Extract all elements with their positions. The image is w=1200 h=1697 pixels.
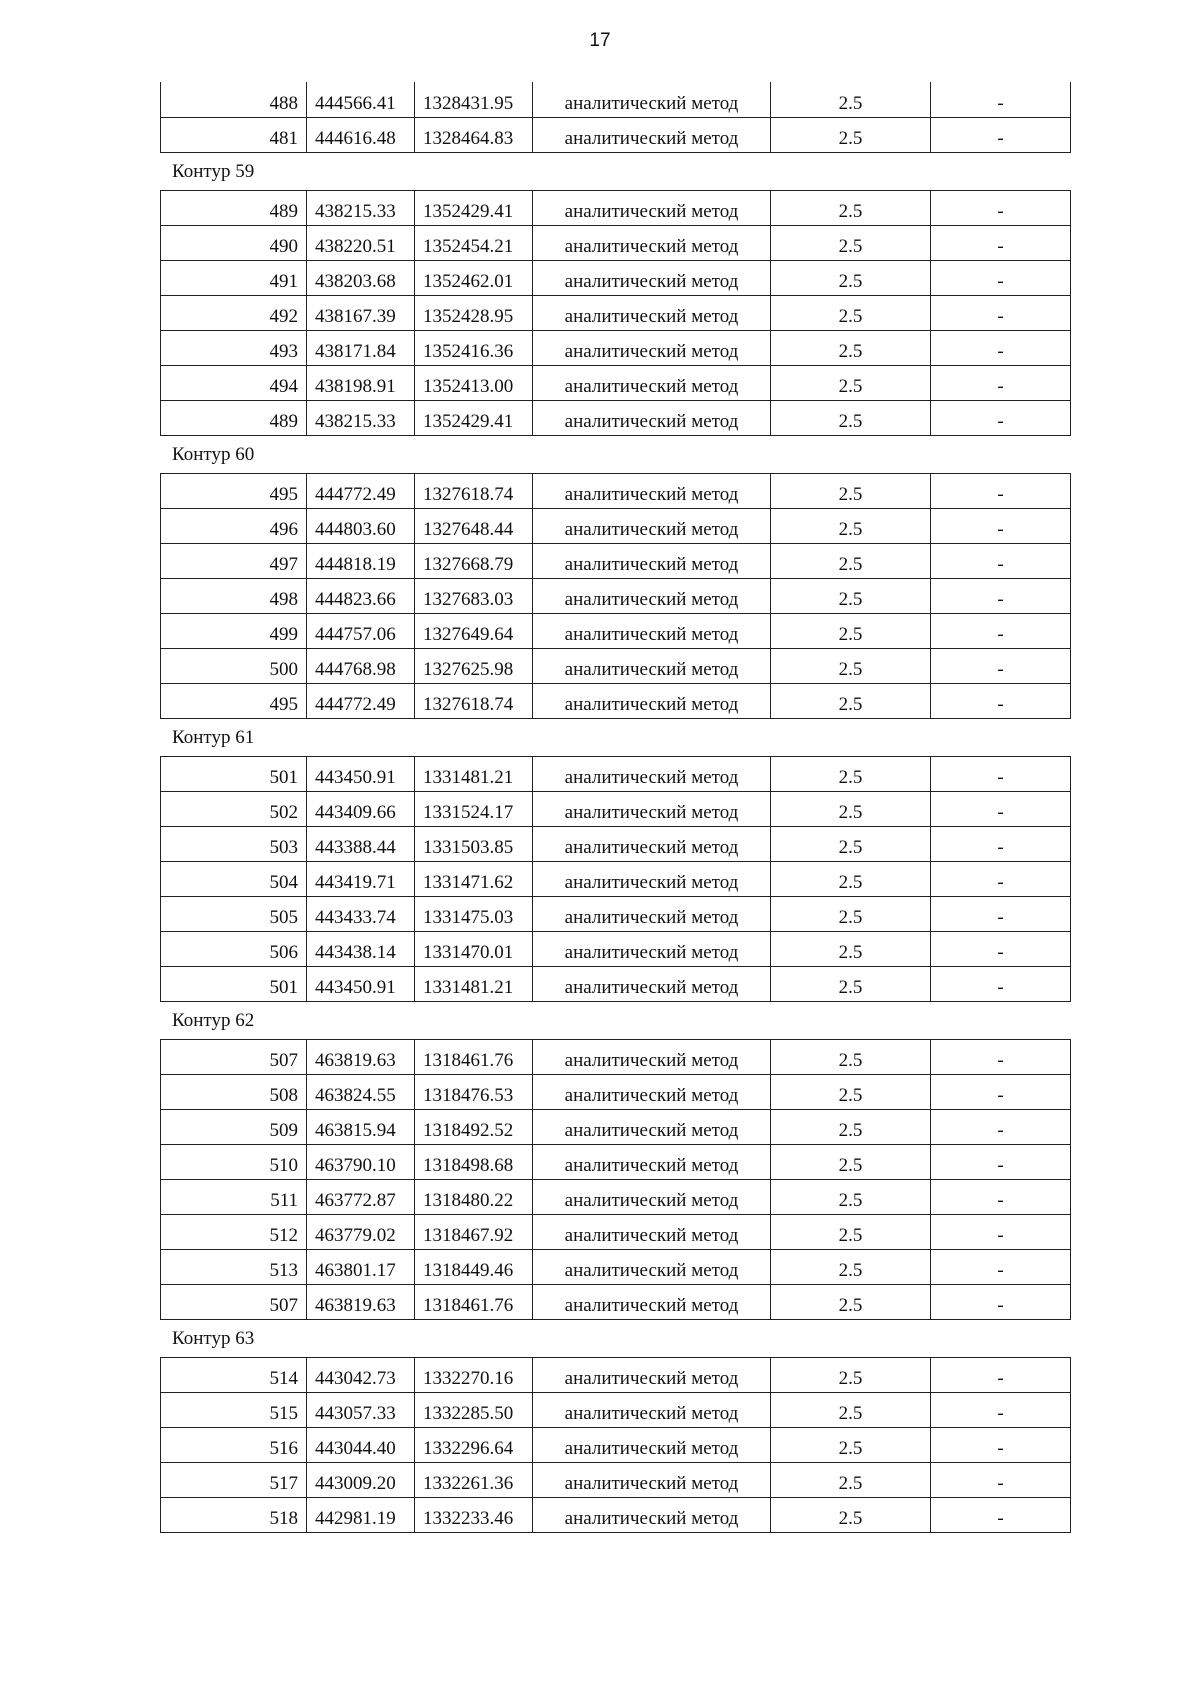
method-cell: аналитический метод	[533, 117, 771, 152]
description-cell: -	[931, 578, 1071, 613]
accuracy-cell: 2.5	[771, 931, 931, 966]
table-row	[161, 1109, 1071, 1144]
point-number-cell: 508	[161, 1074, 307, 1109]
method-cell: аналитический метод	[533, 578, 771, 613]
description-cell: -	[931, 400, 1071, 435]
y-coordinate-cell: 1331481.21	[415, 966, 533, 1001]
description-cell: -	[931, 82, 1071, 117]
method-cell: аналитический метод	[533, 473, 771, 508]
y-coordinate-cell: 1332296.64	[415, 1427, 533, 1462]
accuracy-cell: 2.5	[771, 190, 931, 225]
method-cell: аналитический метод	[533, 896, 771, 931]
accuracy-cell: 2.5	[771, 756, 931, 791]
description-cell: -	[931, 365, 1071, 400]
x-coordinate-cell: 438215.33	[307, 400, 415, 435]
description-cell: -	[931, 966, 1071, 1001]
description-cell: -	[931, 1074, 1071, 1109]
page-number: 17	[589, 30, 611, 51]
table-row	[161, 1214, 1071, 1249]
x-coordinate-cell: 444616.48	[307, 117, 415, 152]
accuracy-cell: 2.5	[771, 1074, 931, 1109]
x-coordinate-cell: 463790.10	[307, 1144, 415, 1179]
table-row	[161, 578, 1071, 613]
description-cell: -	[931, 613, 1071, 648]
description-cell: -	[931, 683, 1071, 718]
accuracy-cell: 2.5	[771, 613, 931, 648]
point-number-cell: 495	[161, 473, 307, 508]
point-number-cell: 512	[161, 1214, 307, 1249]
x-coordinate-cell: 463815.94	[307, 1109, 415, 1144]
contour-section	[160, 719, 1070, 1002]
x-coordinate-cell: 443438.14	[307, 931, 415, 966]
coordinates-table	[160, 756, 1071, 1002]
y-coordinate-cell: 1332261.36	[415, 1462, 533, 1497]
description-cell: -	[931, 931, 1071, 966]
y-coordinate-cell: 1352428.95	[415, 295, 533, 330]
point-number-cell: 496	[161, 508, 307, 543]
table-row	[161, 861, 1071, 896]
point-number-cell: 518	[161, 1497, 307, 1532]
accuracy-cell: 2.5	[771, 683, 931, 718]
x-coordinate-cell: 443450.91	[307, 966, 415, 1001]
y-coordinate-cell: 1327668.79	[415, 543, 533, 578]
y-coordinate-cell: 1327618.74	[415, 473, 533, 508]
description-cell: -	[931, 473, 1071, 508]
point-number-cell: 514	[161, 1357, 307, 1392]
table-row	[161, 1392, 1071, 1427]
accuracy-cell: 2.5	[771, 1427, 931, 1462]
coordinates-table	[160, 473, 1071, 719]
method-cell: аналитический метод	[533, 1109, 771, 1144]
accuracy-cell: 2.5	[771, 791, 931, 826]
accuracy-cell: 2.5	[771, 400, 931, 435]
y-coordinate-cell: 1331503.85	[415, 826, 533, 861]
y-coordinate-cell: 1318498.68	[415, 1144, 533, 1179]
description-cell: -	[931, 756, 1071, 791]
point-number-cell: 516	[161, 1427, 307, 1462]
table-row	[161, 82, 1071, 117]
point-number-cell: 501	[161, 966, 307, 1001]
accuracy-cell: 2.5	[771, 861, 931, 896]
contour-section	[160, 153, 1070, 436]
y-coordinate-cell: 1327625.98	[415, 648, 533, 683]
coordinates-document	[160, 82, 1070, 1533]
x-coordinate-cell: 438203.68	[307, 260, 415, 295]
point-number-cell: 493	[161, 330, 307, 365]
description-cell: -	[931, 225, 1071, 260]
x-coordinate-cell: 444772.49	[307, 473, 415, 508]
x-coordinate-cell: 444757.06	[307, 613, 415, 648]
table-row	[161, 1179, 1071, 1214]
table-row	[161, 1249, 1071, 1284]
table-row	[161, 1427, 1071, 1462]
accuracy-cell: 2.5	[771, 1462, 931, 1497]
x-coordinate-cell: 438215.33	[307, 190, 415, 225]
description-cell: -	[931, 1144, 1071, 1179]
table-row	[161, 791, 1071, 826]
accuracy-cell: 2.5	[771, 1249, 931, 1284]
x-coordinate-cell: 444772.49	[307, 683, 415, 718]
table-row	[161, 1357, 1071, 1392]
accuracy-cell: 2.5	[771, 826, 931, 861]
description-cell: -	[931, 1214, 1071, 1249]
point-number-cell: 490	[161, 225, 307, 260]
accuracy-cell: 2.5	[771, 1284, 931, 1319]
method-cell: аналитический метод	[533, 508, 771, 543]
x-coordinate-cell: 443042.73	[307, 1357, 415, 1392]
table-row	[161, 1039, 1071, 1074]
y-coordinate-cell: 1331524.17	[415, 791, 533, 826]
point-number-cell: 509	[161, 1109, 307, 1144]
y-coordinate-cell: 1318476.53	[415, 1074, 533, 1109]
table-row	[161, 508, 1071, 543]
method-cell: аналитический метод	[533, 931, 771, 966]
description-cell: -	[931, 791, 1071, 826]
x-coordinate-cell: 463801.17	[307, 1249, 415, 1284]
point-number-cell: 507	[161, 1284, 307, 1319]
point-number-cell: 489	[161, 190, 307, 225]
accuracy-cell: 2.5	[771, 896, 931, 931]
method-cell: аналитический метод	[533, 543, 771, 578]
table-row	[161, 1144, 1071, 1179]
accuracy-cell: 2.5	[771, 543, 931, 578]
point-number-cell: 500	[161, 648, 307, 683]
table-row	[161, 896, 1071, 931]
point-number-cell: 511	[161, 1179, 307, 1214]
method-cell: аналитический метод	[533, 1179, 771, 1214]
table-row	[161, 826, 1071, 861]
point-number-cell: 502	[161, 791, 307, 826]
table-row	[161, 543, 1071, 578]
table-row	[161, 225, 1071, 260]
y-coordinate-cell: 1318467.92	[415, 1214, 533, 1249]
table-row	[161, 756, 1071, 791]
y-coordinate-cell: 1352454.21	[415, 225, 533, 260]
accuracy-cell: 2.5	[771, 966, 931, 1001]
y-coordinate-cell: 1328431.95	[415, 82, 533, 117]
description-cell: -	[931, 508, 1071, 543]
table-row	[161, 1462, 1071, 1497]
y-coordinate-cell: 1328464.83	[415, 117, 533, 152]
method-cell: аналитический метод	[533, 791, 771, 826]
y-coordinate-cell: 1318461.76	[415, 1284, 533, 1319]
accuracy-cell: 2.5	[771, 1392, 931, 1427]
point-number-cell: 510	[161, 1144, 307, 1179]
method-cell: аналитический метод	[533, 683, 771, 718]
y-coordinate-cell: 1331471.62	[415, 861, 533, 896]
accuracy-cell: 2.5	[771, 330, 931, 365]
y-coordinate-cell: 1352462.01	[415, 260, 533, 295]
y-coordinate-cell: 1332270.16	[415, 1357, 533, 1392]
method-cell: аналитический метод	[533, 1357, 771, 1392]
method-cell: аналитический метод	[533, 1427, 771, 1462]
x-coordinate-cell: 443009.20	[307, 1462, 415, 1497]
contour-label: Контур 59	[172, 160, 255, 182]
table-row	[161, 473, 1071, 508]
method-cell: аналитический метод	[533, 400, 771, 435]
method-cell: аналитический метод	[533, 1144, 771, 1179]
accuracy-cell: 2.5	[771, 82, 931, 117]
description-cell: -	[931, 1179, 1071, 1214]
contour-label: Контур 60	[172, 443, 255, 465]
table-row	[161, 117, 1071, 152]
description-cell: -	[931, 648, 1071, 683]
method-cell: аналитический метод	[533, 1214, 771, 1249]
method-cell: аналитический метод	[533, 1074, 771, 1109]
x-coordinate-cell: 443433.74	[307, 896, 415, 931]
point-number-cell: 501	[161, 756, 307, 791]
contour-section	[160, 1320, 1070, 1533]
x-coordinate-cell: 463779.02	[307, 1214, 415, 1249]
accuracy-cell: 2.5	[771, 295, 931, 330]
method-cell: аналитический метод	[533, 1284, 771, 1319]
description-cell: -	[931, 826, 1071, 861]
accuracy-cell: 2.5	[771, 508, 931, 543]
point-number-cell: 489	[161, 400, 307, 435]
y-coordinate-cell: 1318449.46	[415, 1249, 533, 1284]
method-cell: аналитический метод	[533, 648, 771, 683]
accuracy-cell: 2.5	[771, 117, 931, 152]
description-cell: -	[931, 1284, 1071, 1319]
method-cell: аналитический метод	[533, 82, 771, 117]
method-cell: аналитический метод	[533, 1392, 771, 1427]
method-cell: аналитический метод	[533, 330, 771, 365]
x-coordinate-cell: 443419.71	[307, 861, 415, 896]
method-cell: аналитический метод	[533, 260, 771, 295]
y-coordinate-cell: 1327683.03	[415, 578, 533, 613]
point-number-cell: 488	[161, 82, 307, 117]
description-cell: -	[931, 1497, 1071, 1532]
accuracy-cell: 2.5	[771, 260, 931, 295]
y-coordinate-cell: 1327648.44	[415, 508, 533, 543]
contour-section	[160, 1002, 1070, 1320]
accuracy-cell: 2.5	[771, 1357, 931, 1392]
method-cell: аналитический метод	[533, 295, 771, 330]
y-coordinate-cell: 1332233.46	[415, 1497, 533, 1532]
point-number-cell: 503	[161, 826, 307, 861]
point-number-cell: 491	[161, 260, 307, 295]
method-cell: аналитический метод	[533, 365, 771, 400]
description-cell: -	[931, 861, 1071, 896]
y-coordinate-cell: 1331481.21	[415, 756, 533, 791]
point-number-cell: 515	[161, 1392, 307, 1427]
table-row	[161, 1497, 1071, 1532]
accuracy-cell: 2.5	[771, 365, 931, 400]
point-number-cell: 506	[161, 931, 307, 966]
description-cell: -	[931, 1039, 1071, 1074]
y-coordinate-cell: 1318492.52	[415, 1109, 533, 1144]
table-row	[161, 966, 1071, 1001]
table-row	[161, 683, 1071, 718]
method-cell: аналитический метод	[533, 756, 771, 791]
point-number-cell: 505	[161, 896, 307, 931]
y-coordinate-cell: 1331470.01	[415, 931, 533, 966]
point-number-cell: 494	[161, 365, 307, 400]
point-number-cell: 499	[161, 613, 307, 648]
y-coordinate-cell: 1352429.41	[415, 190, 533, 225]
x-coordinate-cell: 444818.19	[307, 543, 415, 578]
contour-section	[160, 436, 1070, 719]
point-number-cell: 513	[161, 1249, 307, 1284]
description-cell: -	[931, 295, 1071, 330]
x-coordinate-cell: 444566.41	[307, 82, 415, 117]
coordinates-table	[160, 1039, 1071, 1320]
description-cell: -	[931, 260, 1071, 295]
table-row	[161, 931, 1071, 966]
accuracy-cell: 2.5	[771, 648, 931, 683]
coordinates-table	[160, 190, 1071, 436]
description-cell: -	[931, 1249, 1071, 1284]
description-cell: -	[931, 543, 1071, 578]
table-row	[161, 260, 1071, 295]
x-coordinate-cell: 438171.84	[307, 330, 415, 365]
accuracy-cell: 2.5	[771, 225, 931, 260]
point-number-cell: 517	[161, 1462, 307, 1497]
x-coordinate-cell: 438198.91	[307, 365, 415, 400]
accuracy-cell: 2.5	[771, 1214, 931, 1249]
y-coordinate-cell: 1327618.74	[415, 683, 533, 718]
x-coordinate-cell: 444803.60	[307, 508, 415, 543]
x-coordinate-cell: 463824.55	[307, 1074, 415, 1109]
point-number-cell: 507	[161, 1039, 307, 1074]
y-coordinate-cell: 1352416.36	[415, 330, 533, 365]
accuracy-cell: 2.5	[771, 1179, 931, 1214]
method-cell: аналитический метод	[533, 1039, 771, 1074]
accuracy-cell: 2.5	[771, 1497, 931, 1532]
x-coordinate-cell: 443409.66	[307, 791, 415, 826]
x-coordinate-cell: 443450.91	[307, 756, 415, 791]
accuracy-cell: 2.5	[771, 1144, 931, 1179]
accuracy-cell: 2.5	[771, 473, 931, 508]
accuracy-cell: 2.5	[771, 1039, 931, 1074]
y-coordinate-cell: 1331475.03	[415, 896, 533, 931]
description-cell: -	[931, 190, 1071, 225]
point-number-cell: 492	[161, 295, 307, 330]
description-cell: -	[931, 1357, 1071, 1392]
table-row	[161, 330, 1071, 365]
contour-label: Контур 62	[172, 1009, 255, 1031]
point-number-cell: 495	[161, 683, 307, 718]
table-row	[161, 613, 1071, 648]
x-coordinate-cell: 463819.63	[307, 1039, 415, 1074]
y-coordinate-cell: 1327649.64	[415, 613, 533, 648]
point-number-cell: 498	[161, 578, 307, 613]
description-cell: -	[931, 117, 1071, 152]
x-coordinate-cell: 438167.39	[307, 295, 415, 330]
description-cell: -	[931, 1427, 1071, 1462]
y-coordinate-cell: 1318480.22	[415, 1179, 533, 1214]
description-cell: -	[931, 1462, 1071, 1497]
x-coordinate-cell: 444823.66	[307, 578, 415, 613]
table-row	[161, 1284, 1071, 1319]
table-row	[161, 190, 1071, 225]
contour-label: Контур 61	[172, 726, 255, 748]
x-coordinate-cell: 463772.87	[307, 1179, 415, 1214]
method-cell: аналитический метод	[533, 613, 771, 648]
x-coordinate-cell: 443057.33	[307, 1392, 415, 1427]
x-coordinate-cell: 442981.19	[307, 1497, 415, 1532]
x-coordinate-cell: 444768.98	[307, 648, 415, 683]
method-cell: аналитический метод	[533, 826, 771, 861]
table-row	[161, 1074, 1071, 1109]
table-row	[161, 365, 1071, 400]
description-cell: -	[931, 1109, 1071, 1144]
description-cell: -	[931, 330, 1071, 365]
method-cell: аналитический метод	[533, 861, 771, 896]
description-cell: -	[931, 1392, 1071, 1427]
accuracy-cell: 2.5	[771, 578, 931, 613]
x-coordinate-cell: 443388.44	[307, 826, 415, 861]
description-cell: -	[931, 896, 1071, 931]
point-number-cell: 481	[161, 117, 307, 152]
x-coordinate-cell: 438220.51	[307, 225, 415, 260]
point-number-cell: 504	[161, 861, 307, 896]
x-coordinate-cell: 463819.63	[307, 1284, 415, 1319]
x-coordinate-cell: 443044.40	[307, 1427, 415, 1462]
table-row	[161, 295, 1071, 330]
method-cell: аналитический метод	[533, 1462, 771, 1497]
y-coordinate-cell: 1332285.50	[415, 1392, 533, 1427]
contour-section	[160, 82, 1070, 153]
table-row	[161, 648, 1071, 683]
coordinates-table	[160, 1357, 1071, 1533]
method-cell: аналитический метод	[533, 225, 771, 260]
contour-label: Контур 63	[172, 1327, 255, 1349]
point-number-cell: 497	[161, 543, 307, 578]
y-coordinate-cell: 1352413.00	[415, 365, 533, 400]
accuracy-cell: 2.5	[771, 1109, 931, 1144]
method-cell: аналитический метод	[533, 1249, 771, 1284]
coordinates-table	[160, 82, 1071, 153]
method-cell: аналитический метод	[533, 1497, 771, 1532]
y-coordinate-cell: 1318461.76	[415, 1039, 533, 1074]
table-row	[161, 400, 1071, 435]
y-coordinate-cell: 1352429.41	[415, 400, 533, 435]
method-cell: аналитический метод	[533, 190, 771, 225]
method-cell: аналитический метод	[533, 966, 771, 1001]
